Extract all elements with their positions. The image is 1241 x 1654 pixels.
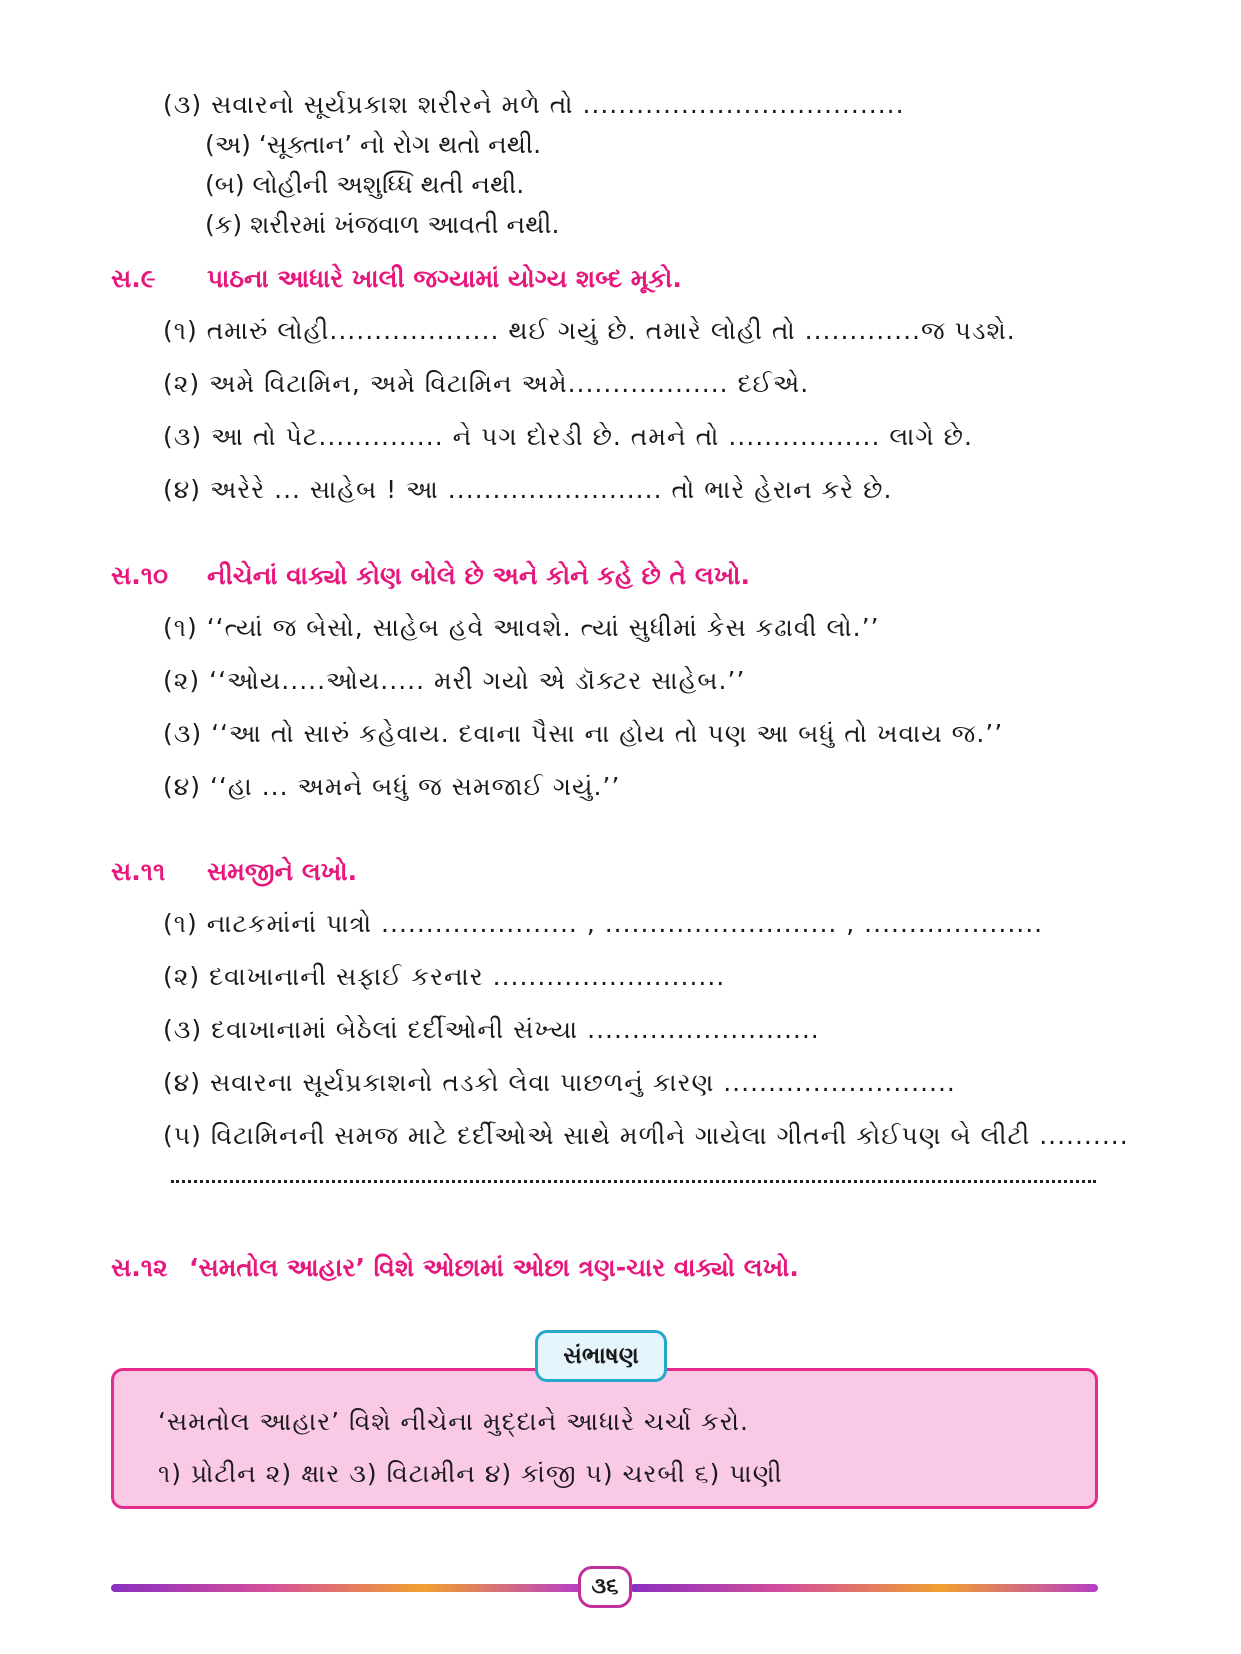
q11-answer-dotted-line bbox=[171, 1180, 1096, 1183]
q10-heading bbox=[111, 561, 750, 591]
q9-title: પાઠના આધારે ખાલી જગ્યામાં યોગ્ય શબ્દ મૂકો. bbox=[207, 264, 682, 293]
q12-number: સ.૧૨ bbox=[111, 1253, 168, 1282]
q11-number: સ.૧૧ bbox=[111, 857, 166, 886]
q8-option-c: (ક) શરીરમાં ખંજવાળ આવતી નથી. bbox=[205, 210, 560, 239]
q9-number: સ.૯ bbox=[111, 264, 156, 293]
q11-item-1: (૧) નાટકમાંનાં પાત્રો ...................... , .......................... , .................... bbox=[163, 909, 1044, 938]
page-number: ૩૬ bbox=[578, 1566, 632, 1608]
discussion-points: ૧) પ્રોટીન ૨) ક્ષાર ૩) વિટામીન ૪) કાંજી ૫) ચરબી ૬) પાણી bbox=[158, 1459, 783, 1488]
q11-title: સમજીને લખો. bbox=[207, 857, 358, 886]
q8-option-a: (અ) ‘સૂક્તાન’ નો રોગ થતો નથી. bbox=[205, 130, 542, 159]
q9-item-4: (૪) અરેરે ... સાહેબ ! આ ........................ તો ભારે હેરાન કરે છે. bbox=[163, 475, 893, 504]
q11-heading bbox=[111, 857, 357, 887]
q10-number: સ.૧૦ bbox=[111, 561, 169, 590]
discussion-prompt: ‘સમતોલ આહાર’ વિશે નીચેના મુદ્દાને આધારે ચર્ચા કરો. bbox=[158, 1407, 749, 1436]
q11-item-4: (૪) સવારના સૂર્યપ્રકાશનો તડકો લેવા પાછળનું કારણ .......................... bbox=[163, 1068, 956, 1097]
discussion-box bbox=[111, 1368, 1098, 1509]
q12-title: ‘સમતોલ આહાર’ વિશે ઓછામાં ઓછા ત્રણ-ચાર વાક્યો લખો. bbox=[189, 1253, 799, 1282]
q9-item-3: (૩) આ તો પેટ.............. ને પગ દોરડી છે. તમને તો ................. લાગે છે. bbox=[163, 422, 973, 451]
q10-item-3: (૩) ‘‘આ તો સારું કહેવાય. દવાના પૈસા ના હોય તો પણ આ બધું તો ખવાય જ.’’ bbox=[163, 719, 1004, 748]
q11-item-2: (૨) દવાખાનાની સફાઈ કરનાર .......................... bbox=[163, 962, 726, 991]
q8-item3-stem: (૩) સવારનો સૂર્યપ્રકાશ શરીરને મળે તો .................................... bbox=[163, 90, 905, 119]
footer-ornament-right bbox=[630, 1584, 1098, 1592]
q10-item-4: (૪) ‘‘હા ... અમને બધું જ સમજાઈ ગયું.’’ bbox=[163, 772, 621, 801]
q10-item-2: (૨) ‘‘ઓય.....ઓય..... મરી ગયો એ ડૉક્ટર સાહેબ.’’ bbox=[163, 666, 746, 695]
q9-item-2: (૨) અમે વિટામિન, અમે વિટામિન અમે.................. દઈએ. bbox=[163, 369, 810, 398]
q9-item-1: (૧) તમારું લોહી................... થઈ ગયું છે. તમારે લોહી તો .............જ પડશે. bbox=[163, 316, 1016, 345]
q9-heading bbox=[111, 264, 682, 294]
q11-item-5: (૫) વિટામિનની સમજ માટે દર્દીઓએ સાથે મળીને ગાયેલા ગીતની કોઈપણ બે લીટી .......... bbox=[163, 1121, 1129, 1150]
discussion-tag: સંભાષણ bbox=[535, 1330, 667, 1382]
q8-option-b: (બ) લોહીની અશુધ્ધિ થતી નથી. bbox=[205, 170, 525, 199]
q10-title: નીચેનાં વાક્યો કોણ બોલે છે અને કોને કહે છે તે લખો. bbox=[207, 561, 751, 590]
q10-item-1: (૧) ‘‘ત્યાં જ બેસો, સાહેબ હવે આવશે. ત્યાં સુધીમાં કેસ કઢાવી લો.’’ bbox=[163, 613, 880, 642]
footer-ornament-left bbox=[111, 1584, 581, 1592]
q11-item-3: (૩) દવાખાનામાં બેઠેલાં દર્દીઓની સંખ્યા .......................... bbox=[163, 1015, 820, 1044]
q12-heading bbox=[111, 1253, 799, 1283]
